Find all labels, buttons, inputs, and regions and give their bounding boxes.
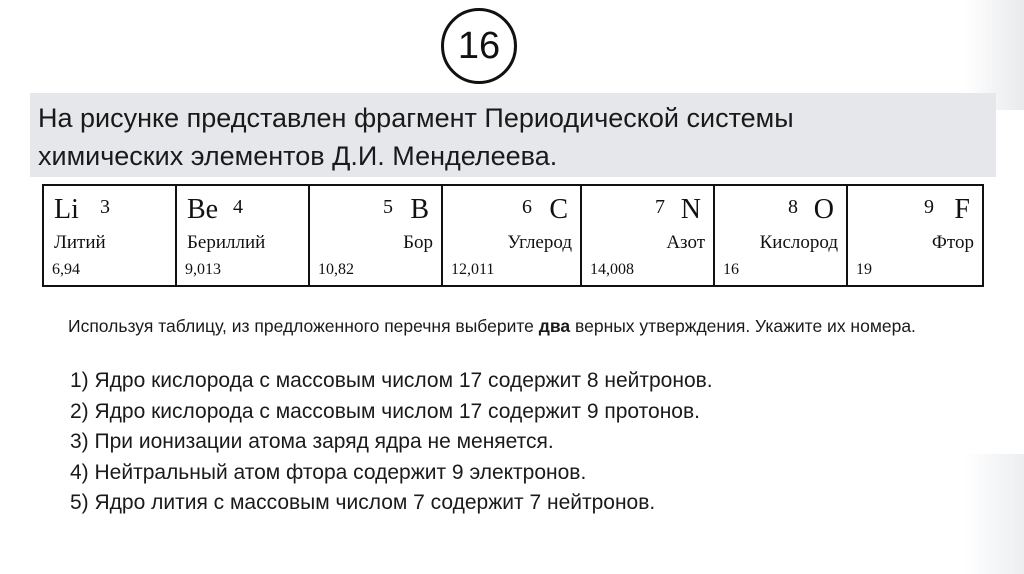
element-mass: 19 (856, 261, 872, 278)
element-mass: 12,011 (451, 261, 495, 278)
element-symbol: C (549, 194, 568, 225)
element-name: Азот (666, 232, 705, 253)
answer-option: 5) Ядро лития с массовым числом 7 содержит 7 нейтронов. (70, 491, 656, 514)
question-emphasis: два (538, 316, 571, 336)
element-cell-b (309, 185, 442, 286)
answer-option: 2) Ядро кислорода с массовым числом 17 содержит 9 протонов. (70, 399, 700, 423)
answer-option: 3) При ионизации атома заряд ядра не меняется. (70, 430, 554, 453)
element-mass: 16 (723, 261, 739, 278)
element-symbol: O (813, 194, 834, 225)
element-number: 7 (655, 196, 665, 218)
element-symbol: Be (187, 194, 219, 225)
element-name: Литий (54, 232, 106, 253)
element-number: 3 (100, 196, 110, 218)
slide-number: 16 (457, 24, 501, 67)
element-number: 8 (788, 196, 798, 218)
question-text (68, 315, 998, 338)
periodic-table-fragment (42, 184, 984, 287)
element-cell-be (176, 185, 309, 286)
element-mass: 9,013 (185, 261, 221, 278)
element-name: Бериллий (187, 232, 266, 253)
element-symbol: B (410, 194, 429, 225)
element-name: Бор (403, 232, 433, 253)
element-symbol: Li (54, 194, 79, 225)
element-cell-o (714, 185, 847, 286)
element-symbol: F (954, 194, 970, 225)
title-box (30, 93, 996, 177)
element-number: 6 (522, 196, 532, 218)
element-mass: 14,008 (590, 261, 634, 278)
element-symbol: N (680, 194, 701, 225)
answer-option: 1) Ядро кислорода с массовым числом 17 содержит 8 нейтронов. (70, 369, 713, 392)
title-line-1: На рисунке представлен фрагмент Периодической системы (38, 103, 794, 133)
element-number: 5 (383, 196, 393, 218)
element-mass: 6,94 (52, 261, 80, 278)
title-line-2: химических элементов Д.И. Менделеева. (38, 141, 558, 171)
answer-option: 4) Нейтральный атом фтора содержит 9 электронов. (70, 460, 587, 484)
answer-options-list (70, 366, 713, 519)
question-text-end: верных утверждения. Укажите их номера. (570, 316, 916, 336)
element-number: 9 (924, 196, 934, 218)
element-cell-c (442, 185, 581, 286)
element-number: 4 (233, 196, 243, 218)
element-name: Фтор (931, 232, 974, 253)
element-mass: 10,82 (318, 261, 354, 278)
slide-number-badge (441, 8, 517, 84)
element-cell-li (43, 185, 176, 286)
element-cell-f (847, 185, 983, 286)
element-name: Углерод (507, 232, 572, 253)
element-name: Кислород (759, 232, 838, 253)
decorative-gradient-bottom (964, 454, 1024, 574)
question-text-start: Используя таблицу, из предложенного перечня выберите (68, 316, 539, 336)
element-cell-n (581, 185, 714, 286)
